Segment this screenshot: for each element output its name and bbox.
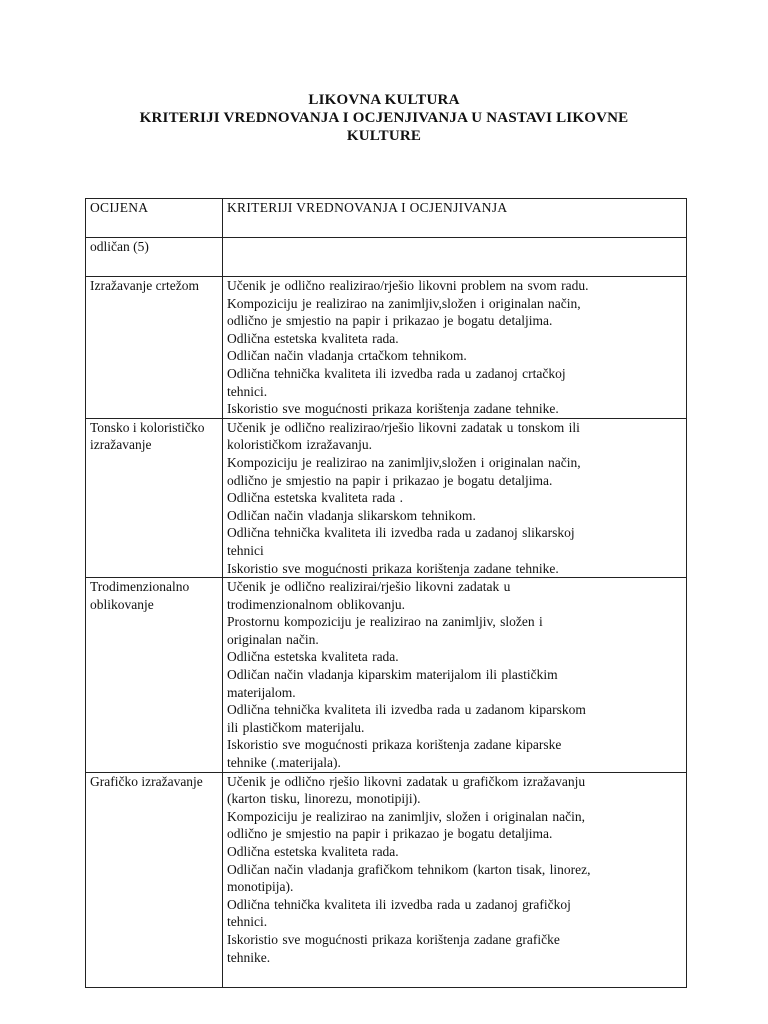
table-row <box>86 578 687 773</box>
criteria-line: Odlična tehnička kvaliteta ili izvedba rada u zadanoj slikarskoj <box>227 525 575 541</box>
grade-label: odličan (5) <box>86 238 223 277</box>
criteria-line: Kompoziciju je realizirao na zanimljiv,složen i originalan način, <box>227 454 581 470</box>
grade-column-header: OCIJENA <box>86 199 223 238</box>
grading-criteria-table <box>85 198 687 988</box>
criteria-line: Iskoristio sve mogućnosti prikaza korištenja zadane tehnike. <box>227 401 559 417</box>
criteria-line: Odlična tehnička kvaliteta ili izvedba rada u zadanoj grafičkoj <box>227 896 571 912</box>
area-label: Trodimenzionalno oblikovanje <box>86 578 223 773</box>
criteria-line: Učenik je odlično rješio likovni zadatak u grafičkom izražavanju <box>227 773 586 789</box>
criteria-line: Prostornu kompoziciju je realizirao na zanimljiv, složen i <box>227 614 543 630</box>
criteria-line: originalan način. <box>227 631 319 647</box>
criteria-line: Odlična tehnička kvaliteta ili izvedba rada u zadanom kiparskom <box>227 702 586 718</box>
criteria-line: Odlična tehnička kvaliteta ili izvedba rada u zadanoj crtačkoj <box>227 365 566 381</box>
criteria-cell <box>223 578 687 773</box>
criteria-line: Iskoristio sve mogućnosti prikaza korištenja zadane tehnike. <box>227 560 559 576</box>
criteria-line: monotipija). <box>227 879 294 895</box>
title-line-1: LIKOVNA KULTURA <box>308 92 460 108</box>
area-label: Tonsko i kolorističko izražavanje <box>86 418 223 577</box>
criteria-column-header: KRITERIJI VREDNOVANJA I OCJENJIVANJA <box>223 199 687 238</box>
title-line-3: KULTURE <box>346 128 422 144</box>
criteria-line: odlično je smjestio na papir i prikazao je bogatu detaljima. <box>227 826 553 842</box>
area-label: Grafičko izražavanje <box>86 772 223 987</box>
table-row <box>86 277 687 419</box>
criteria-line: (karton tisku, linorezu, monotipiji). <box>227 791 421 807</box>
title-line-2: KRITERIJI VREDNOVANJA I OCJENJIVANJA U NASTAVI LIKOVNE <box>139 110 629 126</box>
criteria-line: Učenik je odlično realizirao/rješio likovni problem na svom radu. <box>227 278 589 293</box>
criteria-line: Odličan način vladanja grafičkom tehnikom (karton tisak, linorez, <box>227 861 591 877</box>
criteria-line: trodimenzionalnom oblikovanju. <box>227 596 405 612</box>
criteria-cell <box>223 277 687 419</box>
criteria-line: Iskoristio sve mogućnosti prikaza korištenja zadane kiparske <box>227 737 562 753</box>
table-row <box>86 418 687 577</box>
criteria-line: tehnici. <box>227 383 268 399</box>
criteria-line: Kompoziciju je realizirao na zanimljiv,složen i originalan način, <box>227 295 581 311</box>
table-row <box>86 772 687 987</box>
table-header-row <box>86 199 687 238</box>
criteria-line: Učenik je odlično realizirai/rješio likovni zadatak u <box>227 579 511 595</box>
criteria-line: materijalom. <box>227 684 296 700</box>
criteria-line: kolorističkom izražavanju. <box>227 437 372 453</box>
criteria-line: Odlična estetska kvaliteta rada. <box>227 844 399 859</box>
document-title <box>0 91 768 145</box>
criteria-line: tehnici <box>227 542 264 558</box>
criteria-line: odlično je smjestio na papir i prikazao je bogatu detaljima. <box>227 313 553 329</box>
criteria-line: ili plastičkom materijalu. <box>227 719 365 735</box>
criteria-line: Iskoristio sve mogućnosti prikaza korištenja zadane grafičke <box>227 931 560 947</box>
criteria-line: Odlična estetska kvaliteta rada. <box>227 330 399 346</box>
grade-label-row <box>86 238 687 277</box>
criteria-line: Učenik je odlično realizirao/rješio likovni zadatak u tonskom ili <box>227 419 580 435</box>
criteria-line: tehnike (.materijala). <box>227 755 341 771</box>
criteria-cell <box>223 418 687 577</box>
criteria-cell <box>223 772 687 987</box>
criteria-line: tehnici. <box>227 914 268 930</box>
criteria-line: Odlična estetska kvaliteta rada. <box>227 649 399 665</box>
area-label: Izražavanje crtežom <box>86 277 223 419</box>
criteria-line: Odličan način vladanja slikarskom tehnikom. <box>227 507 476 523</box>
criteria-line: Kompoziciju je realizirao na zanimljiv, složen i originalan način, <box>227 808 585 824</box>
criteria-line: Odličan način vladanja crtačkom tehnikom. <box>227 348 467 364</box>
criteria-line: tehnike. <box>227 949 271 965</box>
criteria-line: Odličan način vladanja kiparskim materijalom ili plastičkim <box>227 667 558 683</box>
criteria-line: Odlična estetska kvaliteta rada . <box>227 490 404 506</box>
grade-label-empty-cell <box>223 238 687 277</box>
criteria-line: odlično je smjestio na papir i prikazao je bogatu detaljima. <box>227 472 553 488</box>
